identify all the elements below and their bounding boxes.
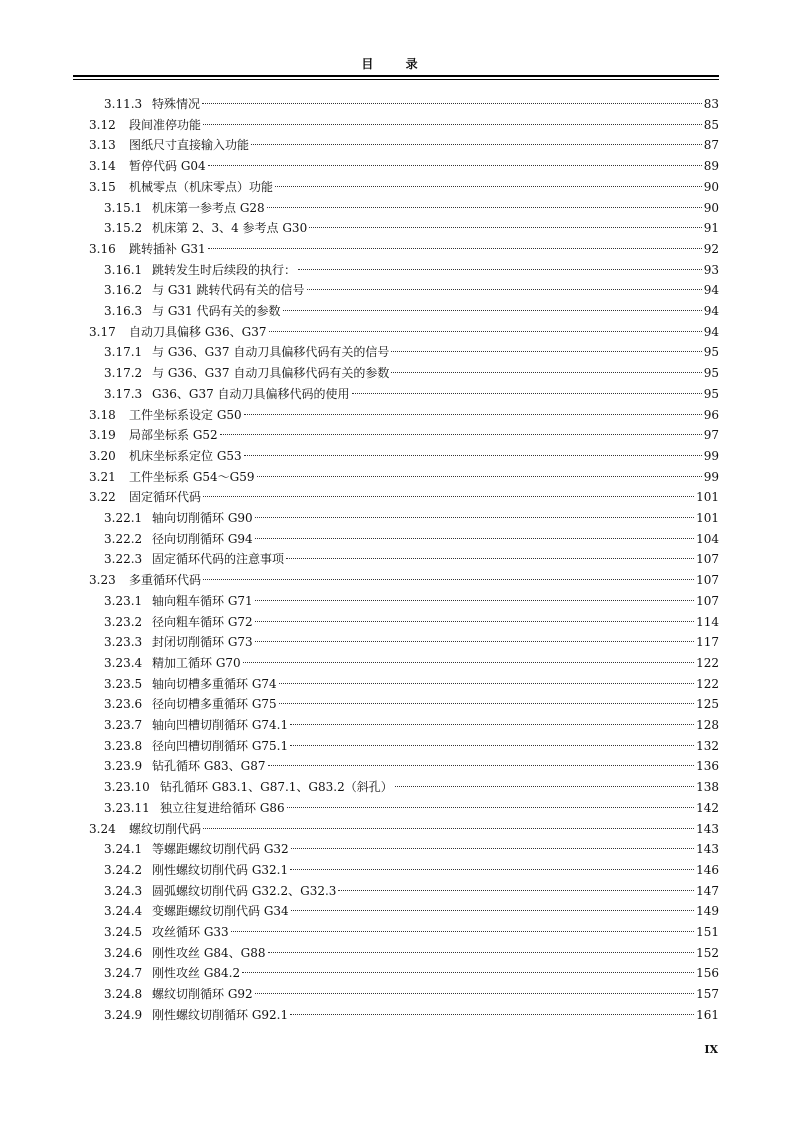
toc-entry-title: 机械零点（机床零点）功能 — [129, 179, 274, 194]
toc-entry-title: 径向切削循环 G94 — [152, 531, 253, 546]
toc-dot-leader — [267, 207, 702, 208]
toc-entry[interactable] — [89, 446, 719, 466]
toc-entry[interactable] — [89, 405, 719, 425]
toc-entry-page: 152 — [696, 945, 719, 960]
toc-entry-page: 151 — [696, 925, 719, 939]
toc-entry-number: 3.23.3 — [104, 635, 143, 650]
toc-entry-title: 径向粗车循环 G72 — [152, 614, 253, 629]
toc-entry-title: 跳转插补 G31 — [129, 241, 206, 256]
toc-entry-number: 3.23.11 — [104, 800, 150, 815]
toc-entry-page: 99 — [703, 469, 719, 484]
toc-entry-title: 固定循环代码 — [129, 490, 202, 505]
toc-entry-title: 特殊情况 — [152, 97, 201, 111]
toc-entry-number: 3.23.1 — [104, 593, 143, 608]
toc-dot-leader — [307, 289, 702, 290]
toc-entry[interactable] — [104, 839, 719, 859]
toc-dot-leader — [283, 310, 702, 311]
toc-dot-leader — [257, 476, 702, 477]
toc-entry-number: 3.22.1 — [104, 511, 143, 525]
toc-entry[interactable] — [104, 653, 719, 673]
toc-dot-leader — [290, 745, 694, 746]
toc-dot-leader — [208, 248, 702, 249]
toc-entry-number: 3.23.4 — [104, 655, 143, 670]
toc-entry-page: 142 — [696, 800, 719, 815]
toc-entry[interactable] — [104, 984, 719, 1004]
toc-entry-title: 固定循环代码的注意事项 — [152, 552, 285, 567]
toc-entry[interactable] — [104, 756, 719, 776]
toc-entry-title: 工件坐标系设定 G50 — [129, 407, 242, 422]
toc-entry[interactable] — [104, 901, 719, 921]
toc-entry[interactable] — [89, 425, 719, 445]
toc-entry-page: 122 — [696, 655, 719, 670]
toc-entry[interactable] — [89, 467, 719, 487]
toc-entry-number: 3.24.4 — [104, 904, 143, 919]
toc-entry-page: 128 — [696, 718, 719, 732]
toc-entry-number: 3.22.2 — [104, 531, 143, 546]
toc-entry[interactable] — [104, 632, 719, 652]
toc-dot-leader — [395, 786, 694, 787]
toc-entry-page: 107 — [696, 593, 719, 608]
toc-dot-leader — [255, 993, 694, 994]
toc-entry[interactable] — [104, 674, 719, 694]
toc-dot-leader — [244, 414, 702, 415]
toc-entry-title: 轴向凹槽切削循环 G74.1 — [152, 718, 289, 732]
toc-entry[interactable] — [89, 156, 719, 176]
toc-dot-leader — [220, 434, 702, 435]
toc-entry-number: 3.13 — [89, 138, 116, 153]
toc-entry-title: 等螺距螺纹切削代码 G32 — [152, 842, 289, 857]
toc-entry-page: 94 — [703, 283, 719, 298]
toc-entry[interactable] — [104, 591, 719, 611]
toc-entry[interactable] — [104, 881, 719, 901]
toc-entry-number: 3.23.9 — [104, 759, 143, 774]
toc-entry-page: 146 — [696, 862, 719, 877]
toc-entry-page: 91 — [703, 221, 719, 236]
toc-entry-title: 机床第一参考点 G28 — [152, 200, 265, 215]
toc-entry-number: 3.24.1 — [104, 842, 143, 857]
toc-entry[interactable] — [104, 860, 719, 880]
toc-entry-title: 工件坐标系 G54～G59 — [129, 469, 255, 484]
toc-dot-leader — [279, 703, 694, 704]
toc-entry-number: 3.22 — [89, 490, 116, 505]
toc-entry-number: 3.19 — [89, 428, 116, 443]
toc-entry-page: 149 — [696, 904, 719, 919]
toc-entry[interactable] — [104, 218, 719, 238]
toc-entry-title: 独立往复进给循环 G86 — [160, 800, 285, 815]
toc-entry-number: 3.24.2 — [104, 862, 143, 877]
toc-entry[interactable] — [104, 549, 719, 569]
toc-entry-number: 3.23.7 — [104, 718, 143, 732]
toc-entry-number: 3.23.2 — [104, 614, 143, 629]
toc-entry-page: 101 — [696, 490, 719, 505]
toc-entry[interactable] — [104, 963, 719, 983]
toc-entry[interactable] — [89, 819, 719, 839]
toc-dot-leader — [291, 910, 694, 911]
toc-entry-page: 138 — [696, 780, 719, 795]
toc-entry-page: 90 — [703, 179, 719, 194]
toc-entry[interactable] — [89, 177, 719, 197]
toc-entry-page: 125 — [696, 697, 719, 712]
toc-dot-leader — [203, 828, 694, 829]
toc-entry-number: 3.15 — [89, 179, 116, 194]
toc-entry-page: 101 — [696, 511, 719, 525]
toc-entry-title: 刚性螺纹切削代码 G32.1 — [152, 862, 289, 877]
toc-entry-title: 与 G36、G37 自动刀具偏移代码有关的信号 — [152, 345, 390, 360]
toc-dot-leader — [391, 372, 701, 373]
toc-entry-page: 122 — [696, 676, 719, 691]
toc-dot-leader — [255, 621, 694, 622]
toc-entry-title: 螺纹切削代码 — [129, 821, 202, 836]
toc-entry-number: 3.18 — [89, 407, 116, 422]
toc-entry-title: 图纸尺寸直接输入功能 — [129, 138, 250, 153]
toc-entry[interactable] — [89, 135, 719, 155]
toc-entry-title: 径向凹槽切削循环 G75.1 — [152, 738, 289, 753]
toc-entry-page: 87 — [703, 138, 719, 153]
toc-entry[interactable] — [104, 280, 719, 300]
toc-entry-page: 107 — [696, 573, 719, 588]
toc-dot-leader — [203, 124, 702, 125]
toc-entry[interactable] — [104, 94, 719, 114]
toc-entry-title: 暂停代码 G04 — [129, 159, 206, 174]
toc-entry-title: 钻孔循环 G83.1、G87.1、G83.2（斜孔） — [160, 780, 393, 795]
toc-entry-page: 93 — [703, 262, 719, 277]
toc-entry[interactable] — [104, 198, 719, 218]
toc-entry[interactable] — [104, 260, 719, 280]
toc-entry-page: 94 — [703, 304, 719, 318]
page-number: IX — [704, 1043, 718, 1056]
toc-entry-number: 3.24.7 — [104, 966, 143, 981]
toc-entry-title: 刚性螺纹切削循环 G92.1 — [152, 1007, 289, 1022]
toc-entry[interactable] — [104, 736, 719, 756]
toc-entry[interactable] — [104, 715, 719, 735]
toc-dot-leader — [243, 662, 694, 663]
toc-dot-leader — [255, 517, 694, 518]
toc-dot-leader — [202, 103, 702, 104]
toc-entry-title: 圆弧螺纹切削代码 G32.2、G32.3 — [152, 883, 337, 898]
toc-entry[interactable] — [89, 239, 719, 259]
toc-entry-page: 83 — [703, 97, 719, 111]
toc-entry[interactable] — [104, 384, 719, 404]
toc-entry-page: 85 — [703, 117, 719, 132]
toc-entry-page: 147 — [696, 883, 719, 898]
toc-dot-leader — [298, 269, 702, 270]
toc-entry-number: 3.20 — [89, 448, 116, 463]
toc-entry-title: 轴向粗车循环 G71 — [152, 593, 253, 608]
toc-entry[interactable] — [104, 777, 719, 797]
toc-entry-title: 螺纹切削循环 G92 — [152, 987, 253, 1002]
toc-entry-title: G36、G37 自动刀具偏移代码的使用 — [152, 386, 350, 401]
toc-entry-page: 95 — [703, 345, 719, 360]
toc-dot-leader — [391, 351, 701, 352]
toc-entry-number: 3.14 — [89, 159, 116, 174]
toc-entry-title: 精加工循环 G70 — [152, 655, 241, 670]
toc-entry-title: 刚性攻丝 G84.2 — [152, 966, 241, 981]
toc-entry[interactable] — [89, 570, 719, 590]
toc-entry-title: 变螺距螺纹切削代码 G34 — [152, 904, 289, 919]
toc-entry-number: 3.23.6 — [104, 697, 143, 712]
toc-entry-page: 132 — [696, 738, 719, 753]
toc-entry-page: 92 — [703, 241, 719, 256]
toc-entry-page: 143 — [696, 821, 719, 836]
toc-dot-leader — [287, 807, 694, 808]
toc-entry-page: 90 — [703, 200, 719, 215]
header-rule-thick — [73, 75, 719, 77]
toc-dot-leader — [290, 869, 694, 870]
toc-dot-leader — [268, 952, 695, 953]
toc-entry-number: 3.24.3 — [104, 883, 143, 898]
toc-dot-leader — [268, 765, 695, 766]
toc-entry-title: 局部坐标系 G52 — [129, 428, 218, 443]
toc-entry-number: 3.23.8 — [104, 738, 143, 753]
toc-entry-number: 3.24.9 — [104, 1007, 143, 1022]
toc-dot-leader — [203, 496, 694, 497]
toc-dot-leader — [251, 144, 702, 145]
toc-entry-title: 与 G31 代码有关的参数 — [152, 304, 281, 318]
toc-entry-number: 3.12 — [89, 117, 116, 132]
toc-dot-leader — [208, 165, 702, 166]
toc-entry-number: 3.24.5 — [104, 925, 143, 939]
toc-entry-title: 跳转发生时后续段的执行： — [152, 262, 297, 277]
toc-entry-page: 143 — [696, 842, 719, 857]
header-rule-thin — [73, 79, 719, 80]
toc-entry-page: 95 — [703, 366, 719, 381]
toc-entry-number: 3.23 — [89, 573, 116, 588]
toc-entry-number: 3.24.6 — [104, 945, 143, 960]
toc-entry-page: 97 — [703, 428, 719, 443]
toc-entry[interactable] — [104, 943, 719, 963]
toc-dot-leader — [290, 1014, 694, 1015]
toc-entry-title: 段间准停功能 — [129, 117, 202, 132]
toc-entry-number: 3.11.3 — [104, 97, 143, 111]
toc-entry-page: 94 — [703, 324, 719, 339]
toc-entry-number: 3.16.2 — [104, 283, 143, 298]
toc-entry-title: 钻孔循环 G83、G87 — [152, 759, 266, 774]
toc-entry-title: 机床坐标系定位 G53 — [129, 448, 242, 463]
toc-dot-leader — [231, 931, 694, 932]
toc-entry-number: 3.21 — [89, 469, 116, 484]
toc-entry[interactable] — [104, 529, 719, 549]
toc-entry[interactable] — [104, 612, 719, 632]
toc-entry[interactable] — [104, 342, 719, 362]
toc-dot-leader — [255, 641, 694, 642]
toc-entry-number: 3.17.2 — [104, 366, 143, 381]
toc-entry-page: 95 — [703, 386, 719, 401]
toc-entry-page: 117 — [696, 635, 719, 650]
toc-dot-leader — [269, 331, 702, 332]
toc-entry-page: 104 — [696, 531, 719, 546]
toc-entry-number: 3.17 — [89, 324, 116, 339]
toc-entry-title: 自动刀具偏移 G36、G37 — [129, 324, 267, 339]
toc-dot-leader — [255, 538, 694, 539]
toc-entry-number: 3.16 — [89, 241, 116, 256]
toc-entry[interactable] — [89, 322, 719, 342]
toc-entry-number: 3.17.1 — [104, 345, 143, 360]
toc-entry-number: 3.17.3 — [104, 386, 143, 401]
toc-entry-page: 99 — [703, 448, 719, 463]
toc-entry[interactable] — [104, 301, 719, 321]
toc-entry-title: 轴向切槽多重循环 G74 — [152, 676, 277, 691]
toc-entry-page: 96 — [703, 407, 719, 422]
toc-dot-leader — [244, 455, 702, 456]
toc-entry-number: 3.23.10 — [104, 780, 150, 795]
toc-entry-page: 89 — [703, 159, 719, 174]
toc-dot-leader — [275, 186, 702, 187]
toc-entry-page: 114 — [696, 614, 719, 629]
toc-entry-title: 多重循环代码 — [129, 573, 202, 588]
toc-entry-number: 3.15.1 — [104, 200, 143, 215]
toc-entry-page: 107 — [696, 552, 719, 567]
toc-entry-title: 与 G31 跳转代码有关的信号 — [152, 283, 305, 298]
toc-entry-number: 3.24.8 — [104, 987, 143, 1002]
toc-entry-page: 157 — [696, 987, 719, 1002]
page-header-title: 目 录 — [361, 57, 432, 71]
toc-dot-leader — [286, 558, 694, 559]
toc-dot-leader — [352, 393, 702, 394]
toc-dot-leader — [255, 600, 694, 601]
toc-entry-number: 3.16.1 — [104, 262, 143, 277]
toc-dot-leader — [309, 227, 702, 228]
toc-entry-title: 与 G36、G37 自动刀具偏移代码有关的参数 — [152, 366, 390, 381]
toc-entry-title: 封闭切削循环 G73 — [152, 635, 253, 650]
toc-entry-title: 刚性攻丝 G84、G88 — [152, 945, 266, 960]
toc-entry[interactable] — [104, 694, 719, 714]
toc-entry-title: 径向切槽多重循环 G75 — [152, 697, 277, 712]
toc-entry-page: 161 — [696, 1007, 719, 1022]
toc-entry-number: 3.23.5 — [104, 676, 143, 691]
toc-entry-number: 3.16.3 — [104, 304, 143, 318]
toc-dot-leader — [203, 579, 694, 580]
toc-entry-title: 轴向切削循环 G90 — [152, 511, 253, 525]
toc-dot-leader — [279, 683, 694, 684]
toc-entry-page: 136 — [696, 759, 719, 774]
toc-entry[interactable] — [89, 487, 719, 507]
toc-dot-leader — [338, 890, 694, 891]
toc-entry-page: 156 — [696, 966, 719, 981]
toc-dot-leader — [291, 848, 694, 849]
toc-entry-number: 3.15.2 — [104, 221, 143, 236]
toc-entry-title: 机床第 2、3、4 参考点 G30 — [152, 221, 308, 236]
toc-entry[interactable] — [104, 798, 719, 818]
toc-entry-number: 3.24 — [89, 821, 116, 836]
toc-entry[interactable] — [104, 922, 719, 942]
toc-entry[interactable] — [89, 115, 719, 135]
toc-entry[interactable] — [104, 1005, 719, 1025]
toc-dot-leader — [290, 724, 694, 725]
toc-entry-number: 3.22.3 — [104, 552, 143, 567]
toc-entry[interactable] — [104, 508, 719, 528]
toc-entry-title: 攻丝循环 G33 — [152, 925, 229, 939]
toc-entry[interactable] — [104, 363, 719, 383]
toc-dot-leader — [242, 972, 694, 973]
